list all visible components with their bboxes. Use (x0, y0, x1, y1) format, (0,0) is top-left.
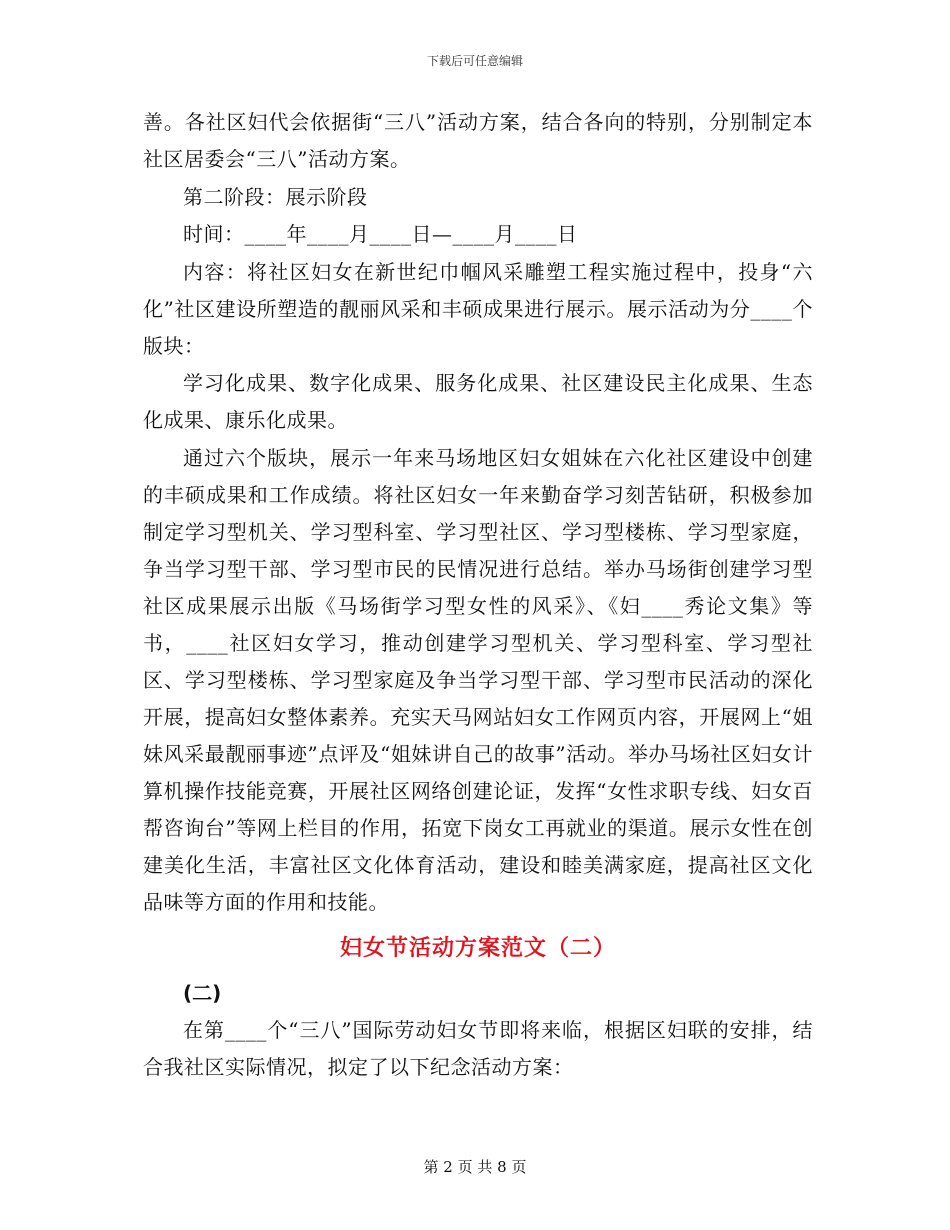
document-body (143, 104, 813, 1086)
paragraph-continuation: 善。各社区妇代会依据街“三八”活动方案，结合各向的特别，分别制定本社区居委会“三八”活动方案。 (143, 110, 813, 171)
page-header-note: 下载后可任意编辑 (426, 54, 523, 68)
paragraph-six-sections: 通过六个版块，展示一年来马场地区妇女姐妹在六化社区建设中创建的丰硕成果和工作成绩。将社区妇女一年来勤奋学习刻苦钻研，积极参加制定学习型机关、学习型科室、学习型社区、学习型楼栋、学习型家庭，争当学习型干部、学习型市民的民情况进行总结。举办马场街创建学习型社区成果展示出版《马场街学习型女性的风采》、《妇____秀论文集》等书，____社区妇女学习，推动创建学习型机关、学习型科室、学习型社区、学习型楼栋、学习型家庭及争当学习型干部、学习型市民活动的深化开展，提高妇女整体素养。充实天马网站妇女工作网页内容，开展网上“姐妹风采最靓丽事迹”点评及“姐妹讲自己的故事”活动。举办马场社区妇女计算机操作技能竞赛，开展社区网络创建论证，发挥“女性求职专线、妇女百帮咨询台”等网上栏目的作用，拓宽下岗女工再就业的渠道。展示女性在创建美化生活，丰富社区文化体育活动，建设和睦美满家庭，提高社区文化品味等方面的作用和技能。 (143, 445, 813, 914)
sub-heading: (二) (183, 980, 222, 1005)
paragraph-achievements: 学习化成果、数字化成果、服务化成果、社区建设民主化成果、生态化成果、康乐化成果。 (143, 371, 813, 432)
paragraph-content: 内容：将社区妇女在新世纪巾帼风采雕塑工程实施过程中，投身“六化”社区建设所塑造的靓丽风采和丰硕成果进行展示。展示活动为分____个版块： (143, 259, 813, 358)
paragraph-intro-two: 在第____个“三八”国际劳动妇女节即将来临，根据区妇联的安排，结合我社区实际情况，拟定了以下纪念活动方案： (143, 1017, 813, 1079)
paragraph-time: 时间：____年____月____日—____月____日 (183, 222, 578, 246)
paragraph-stage-two: 第二阶段：展示阶段 (183, 184, 368, 209)
section-title: 妇女节活动方案范文（二） (339, 935, 616, 961)
page-number: 第 2 页 共 8 页 (423, 1158, 527, 1176)
